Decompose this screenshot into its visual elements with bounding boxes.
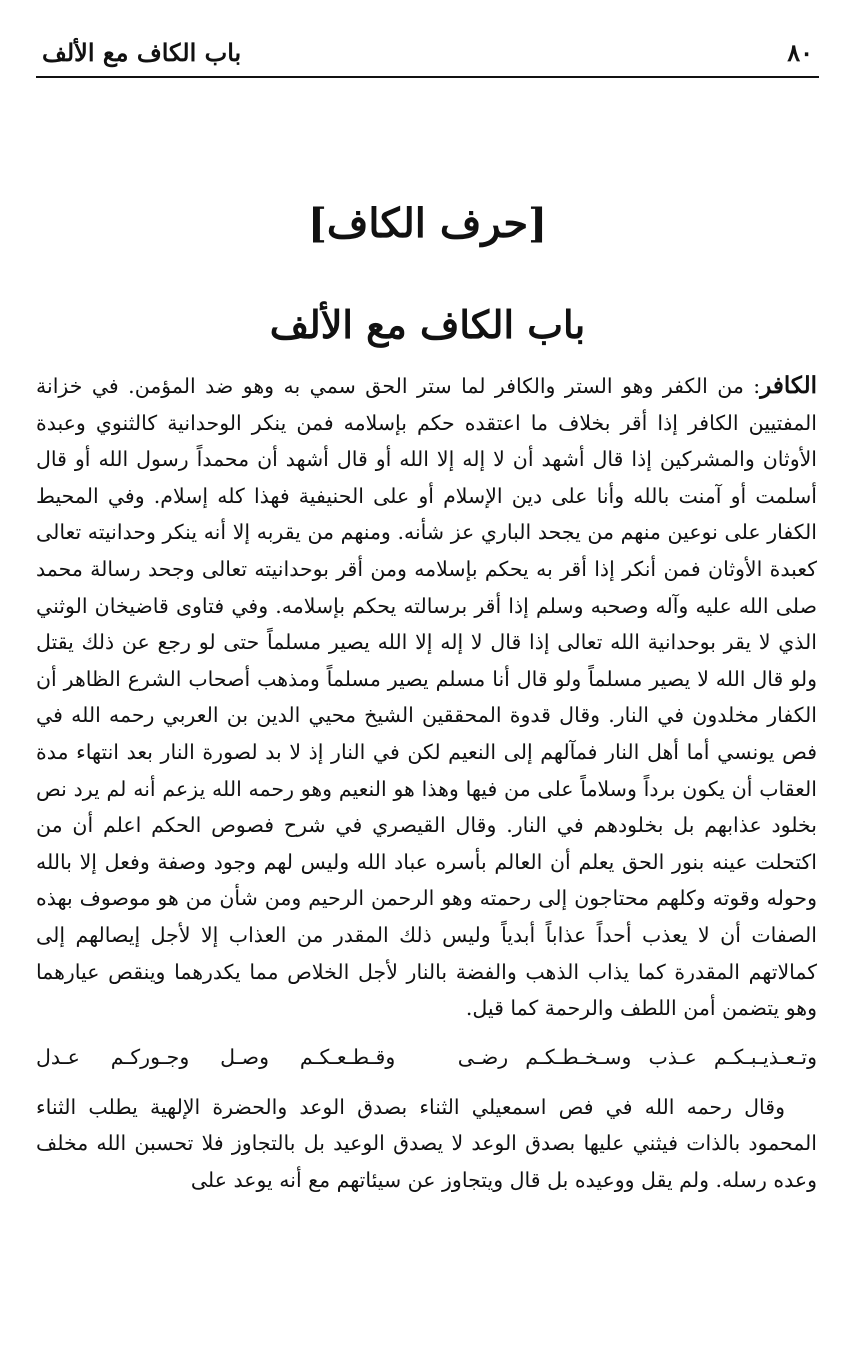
continuation-paragraph: وقال رحمه الله في فص اسمعيلي الثناء بصدق الوعد والحضرة الإلهية يطلب الثناء المحمود بالذات فيثني عليها بصدق الوعد لا يصدق الوعيد بل بالتجاوز فلا تحسبن الله مخلف وعده رسله. ولم يقل ووعيده بل قال ويتجاوز عن سيئاتهم مع أنه يوعد على (36, 1094, 817, 1192)
verse-second-hemistich: وقـطـعـكـم وصـل وجـوركـم عـدل (36, 1044, 396, 1069)
running-header (36, 36, 819, 78)
verse-first-hemistich: وتـعـذيـبـكـم عـذب وسـخـطـكـم رضـى (457, 1044, 817, 1069)
body-text (36, 368, 817, 1198)
section-title: باب الكاف مع الألف (269, 302, 586, 347)
running-header-title: باب الكاف مع الألف (42, 38, 242, 67)
chapter-title: [حرف الكاف] (307, 200, 548, 247)
entry-term: الكافر (760, 372, 817, 399)
entry-paragraph (36, 368, 817, 1027)
entry-definition: : من الكفر وهو الستر والكافر لما ستر الحق سمي به وهو ضد المؤمن. في خزانة المفتيين الكافر إذا أقر بخلاف ما اعتقده حكم بإسلامه فمن ينكر الوحدانية كالثنوي وعبدة الأوثان والمشركين إذا قال أشهد أن لا إله إلا الله أو قال أشهد أن محمداً رسول الله أو قال أسلمت أو آمنت بالله وأنا على دين الإسلام أو على الحنيفية فهذا كله إسلام. وفي المحيط الكفار على نوعين منهم من يجحد الباري عز شأنه. ومنهم من يقربه إلا أنه ينكر وحدانيته تعالى كعبدة الأوثان فمن أنكر إذا أقر به يحكم بإسلامه ومن أقر بوحدانيته تعالى وجحد رسالة محمد صلى الله عليه وآله وصحبه وسلم إذا أقر برسالته يحكم بإسلامه. وفي فتاوى قاضيخان الوثني الذي لا يقر بوحدانية الله تعالى إذا قال لا إله إلا الله يصير مسلماً حتى لو رجع عن ذلك يقتل ولو قال الله لا يصير مسلماً ولو قال أنا مسلم يصير مسلماً ومذهب أصحاب الشرع الظاهر أن الكفار مخلدون في النار. وقال قدوة المحققين الشيخ محيي الدين بن العربي رحمه الله في فص يونسي أما أهل النار فمآلهم إلى النعيم لكن في النار إذ لا بد لصورة النار بعد انتهاء مدة العقاب أن يكون برداً وسلاماً على من فيها وهذا هو النعيم وهو رحمه الله يزعم أنه لم يرد نص بخلود عذابهم بل بخلودهم في النار. وقال القيصري في شرح فصوص الحكم اعلم أن من اكتحلت عينه بنور الحق يعلم أن العالم بأسره عباد الله وليس لهم وجود وصفة وفعل إلا بالله وحوله وقوته وكلهم محتاجون إلى رحمته وهو الرحمن الرحيم ومن شأن من هو موصوف بهذه الصفات أن لا يعذب أحداً عذاباً أبدياً وليس ذلك المقدر من العذاب إلا لأجل إيصالهم إلى كمالاتهم المقدرة كما يذاب الذهب والفضة بالنار لأجل الخلاص مما يكدرهما وينقص عيارهما وهو يتضمن أمن اللطف والرحمة كما قيل. (36, 374, 817, 1021)
poetry-verse (36, 1039, 817, 1075)
page-number: ٨٠ (787, 38, 813, 67)
